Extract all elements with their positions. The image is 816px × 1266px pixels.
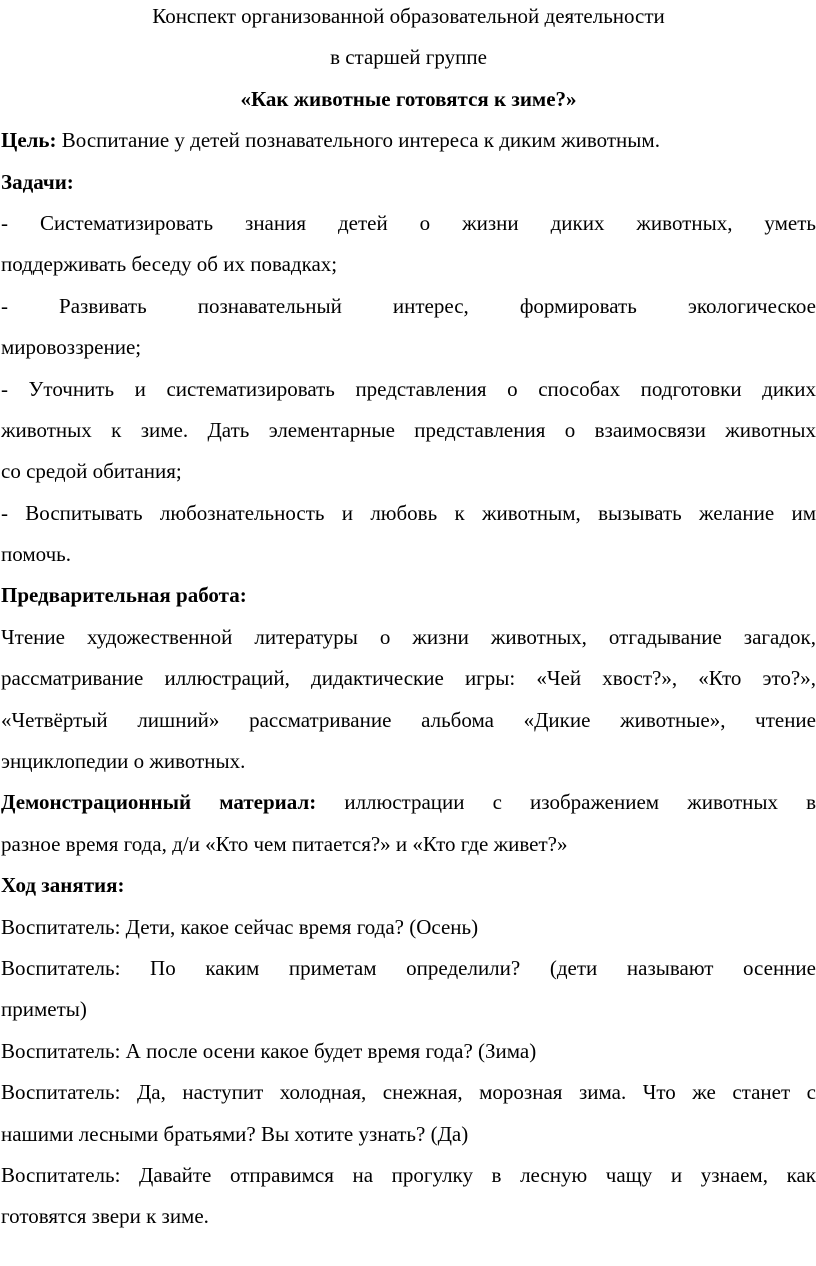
header-line-1: Конспект организованной образовательной деятельности bbox=[152, 4, 665, 28]
demo-label: Демонстрационный материал: bbox=[1, 790, 317, 815]
tasks-heading bbox=[1, 162, 816, 203]
demo-text-1: иллюстрации с изображением животных в bbox=[316, 790, 816, 815]
document-title bbox=[1, 79, 816, 120]
lesson-line: нашими лесными братьями? Вы хотите узнать? (Да) bbox=[1, 1121, 469, 1146]
tasks-line: поддерживать беседу об их повадках; bbox=[1, 252, 338, 277]
document-title-text: «Как животные готовятся к зиме?» bbox=[240, 86, 577, 111]
lesson-line: Воспитатель: Да, наступит холодная, снежная, морозная зима. Что же станет с bbox=[1, 1080, 816, 1105]
lesson-line: Воспитатель: Дети, какое сейчас время года? (Осень) bbox=[1, 914, 479, 939]
prelim-line: «Четвёртый лишний» рассматривание альбома «Дикие животные», чтение bbox=[1, 707, 816, 732]
tasks-line: - Развивать познавательный интерес, формировать экологическое bbox=[1, 293, 816, 318]
tasks-heading-text: Задачи: bbox=[1, 169, 74, 194]
tasks-line: - Уточнить и систематизировать представления о способах подготовки диких bbox=[1, 376, 816, 401]
lesson-line: Воспитатель: По каким приметам определили? (дети называют осенние bbox=[1, 955, 816, 980]
demo-line-1 bbox=[1, 782, 816, 823]
lesson-line: приметы) bbox=[1, 997, 87, 1022]
prelim-line: Чтение художественной литературы о жизни животных, отгадывание загадок, bbox=[1, 624, 816, 649]
prelim-line: рассматривание иллюстраций, дидактические игры: «Чей хвост?», «Кто это?», bbox=[1, 666, 816, 691]
lesson-line: Воспитатель: А после осени какое будет время года? (Зима) bbox=[1, 1038, 537, 1063]
lesson-line: готовятся звери к зиме. bbox=[1, 1204, 209, 1229]
tasks-line: животных к зиме. Дать элементарные представления о взаимосвязи животных bbox=[1, 417, 816, 442]
lesson-heading-text: Ход занятия: bbox=[1, 873, 125, 898]
goal-label: Цель: bbox=[1, 128, 57, 153]
prelim-heading bbox=[1, 575, 816, 616]
prelim-line: энциклопедии о животных. bbox=[1, 749, 246, 774]
demo-line-2: разное время года, д/и «Кто чем питается?» и «Кто где живет?» bbox=[1, 831, 568, 856]
tasks-line: - Систематизировать знания детей о жизни диких животных, уметь bbox=[1, 210, 816, 235]
tasks-line: - Воспитывать любознательность и любовь к животным, вызывать желание им bbox=[1, 500, 816, 525]
prelim-heading-text: Предварительная работа: bbox=[1, 583, 247, 608]
tasks-line: со средой обитания; bbox=[1, 459, 182, 484]
goal-line bbox=[1, 120, 816, 161]
header-line-2: в старшей группе bbox=[330, 45, 487, 70]
lesson-heading bbox=[1, 865, 816, 906]
tasks-line: помочь. bbox=[1, 542, 71, 567]
tasks-line: мировоззрение; bbox=[1, 335, 142, 360]
lesson-line: Воспитатель: Давайте отправимся на прогулку в лесную чащу и узнаем, как bbox=[1, 1162, 816, 1187]
goal-text: Воспитание у детей познавательного интереса к диким животным. bbox=[56, 128, 660, 153]
